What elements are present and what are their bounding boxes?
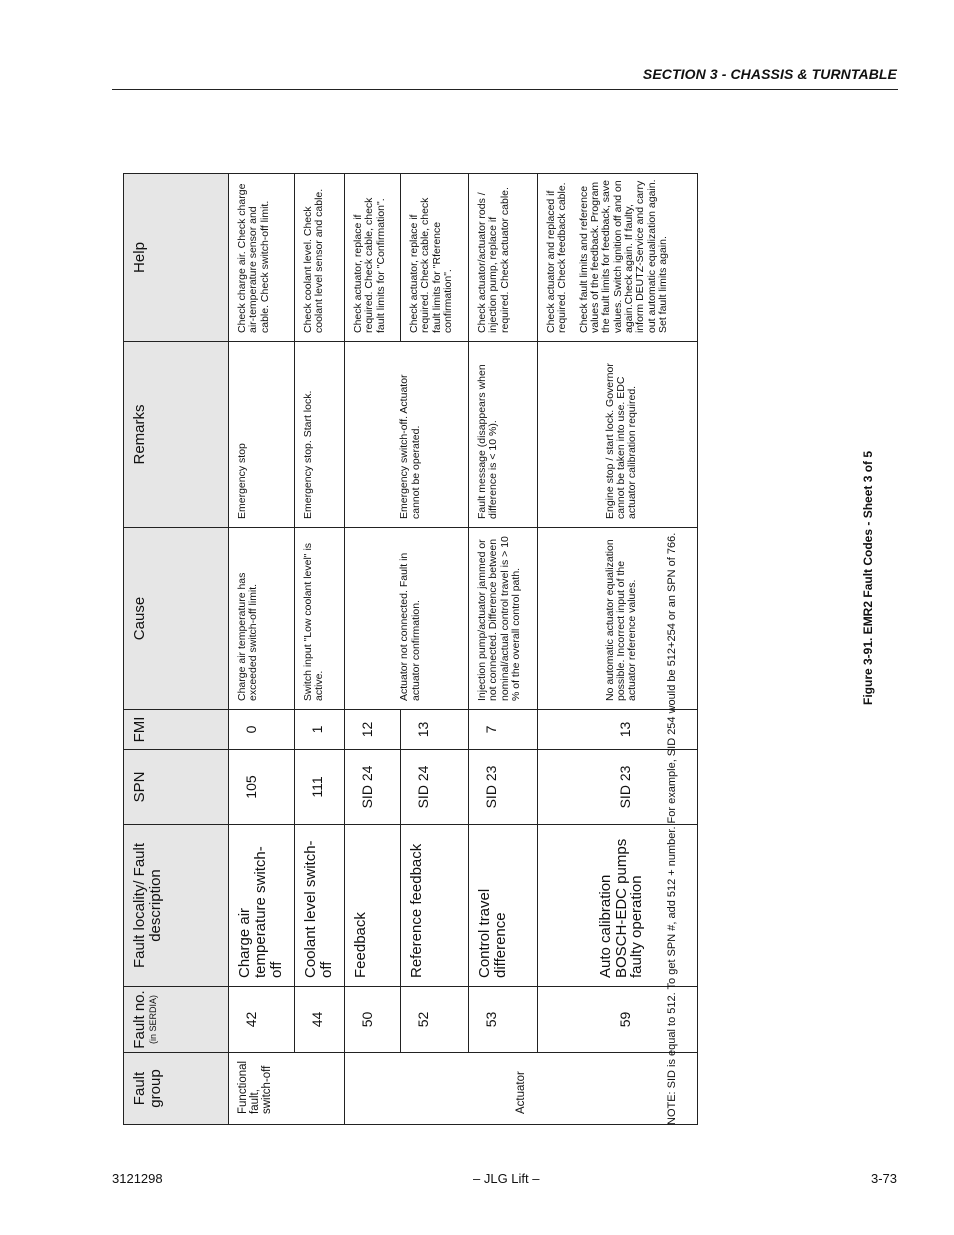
header-remarks: Remarks [124, 342, 229, 528]
remarks-text: Fault message (disappears when difference is < 10 %). [469, 342, 538, 528]
fmi-value: 7 [469, 710, 538, 750]
remarks-text: Engine stop / start lock. Governor cannot be taken into use. EDC actuator calibration required. [538, 342, 698, 528]
fault-no: 59 [538, 987, 698, 1053]
fault-description: Feedback [345, 825, 401, 987]
help-text: Check coolant level. Check coolant level sensor and cable. [295, 174, 345, 342]
header-cause: Cause [124, 528, 229, 710]
group-actuator: Actuator [345, 1053, 698, 1125]
header-help: Help [124, 174, 229, 342]
spn-value: SID 23 [469, 750, 538, 825]
help-text: Check actuator/actuator rods / injection pump, replace if required. Check actuator cable. [469, 174, 538, 342]
header-spn: SPN [124, 750, 229, 825]
fmi-value: 1 [295, 710, 345, 750]
fmi-value: 12 [345, 710, 401, 750]
fault-description: Charge air temperature switch-off [229, 825, 295, 987]
help-text: Check charge air. Check charge air-temperature sensor and cable. Check switch-off limit. [229, 174, 295, 342]
fault-no: 44 [295, 987, 345, 1053]
spn-value: SID 24 [345, 750, 401, 825]
fault-code-table [123, 173, 698, 1125]
help-text-b: Check fault limits and reference values of the feedback. Program the fault limits for feedback, save values. Switch ignition off and on again.Check again. If faulty, inform DEUTZ-Service and carry out automatic equalization again. Set fault limits again. [577, 179, 669, 333]
remarks-text: Emergency stop [229, 342, 295, 528]
figure-caption: Figure 3-91. EMR2 Fault Codes - Sheet 3 of 5 [861, 450, 875, 705]
cause-text: Charge air temperature has exceeded switch-off limit. [229, 528, 295, 710]
section-title: SECTION 3 - CHASSIS & TURNTABLE [642, 66, 897, 82]
header-fmi: FMI [124, 710, 229, 750]
fault-no: 52 [401, 987, 469, 1053]
fault-description: Control travel difference [469, 825, 538, 987]
cause-text: No automatic actuator equalization possible. Incorrect input of the actuator reference values. [538, 528, 698, 710]
doc-number: 3121298 [112, 1171, 163, 1186]
help-text: Check actuator, replace if required. Check cable, check fault limits for "Confirmation". [345, 174, 401, 342]
spn-value: SID 24 [401, 750, 469, 825]
group-functional: Functional fault, switch-off [229, 1053, 345, 1125]
page-number: 3-73 [870, 1171, 897, 1186]
table-row [229, 174, 295, 1125]
header-rule [112, 89, 898, 90]
fault-description: Auto calibration BOSCH-EDC pumps faulty operation [538, 825, 698, 987]
spn-value: 111 [295, 750, 345, 825]
table-row [295, 174, 345, 1125]
table-note: NOTE: SID is equal to 512. To get SPN #, add 512 + number. For example, SID 254 would be 512+254 or an SPN of 766. [666, 532, 678, 1125]
remarks-text: Emergency switch-off. Actuator cannot be operated. [345, 342, 469, 528]
remarks-text: Emergency stop. Start lock. [295, 342, 345, 528]
fmi-value: 13 [538, 710, 698, 750]
help-text: Check actuator, replace if required. Check cable, check fault limits for "Rference confirmation". [401, 174, 469, 342]
fault-description: Coolant level switch-off [295, 825, 345, 987]
spn-value: SID 23 [538, 750, 698, 825]
fault-no: 50 [345, 987, 401, 1053]
fmi-value: 13 [401, 710, 469, 750]
fault-no: 42 [229, 987, 295, 1053]
header-fault-locality: Fault locality/ Fault description [124, 825, 229, 987]
help-text-a: Check actuator and replaced if required. Check feedback cable. [545, 182, 569, 333]
fault-code-figure [123, 174, 875, 1125]
table-row [469, 174, 538, 1125]
table-row [345, 174, 401, 1125]
cause-text: Actuator not connected. Fault in actuator confirmation. [345, 528, 469, 710]
header-fault-no-sub: (in SERDIA) [148, 995, 159, 1045]
spn-value: 105 [229, 750, 295, 825]
cause-text: Switch input "Low coolant level" is active. [295, 528, 345, 710]
footer-brand: – JLG Lift – [473, 1171, 540, 1186]
table-header-row [124, 174, 229, 1125]
header-fault-no: Fault no. (in SERDIA) [124, 987, 229, 1053]
header-fault-group: Fault group [124, 1053, 229, 1125]
fmi-value: 0 [229, 710, 295, 750]
fault-no: 53 [469, 987, 538, 1053]
help-cell [538, 174, 698, 342]
fault-description: Reference feedback [401, 825, 469, 987]
cause-text: Injection pump/actuator jammed or not connected. Difference between nominal/actual control travel is > 10 % of the overall control path. [469, 528, 538, 710]
